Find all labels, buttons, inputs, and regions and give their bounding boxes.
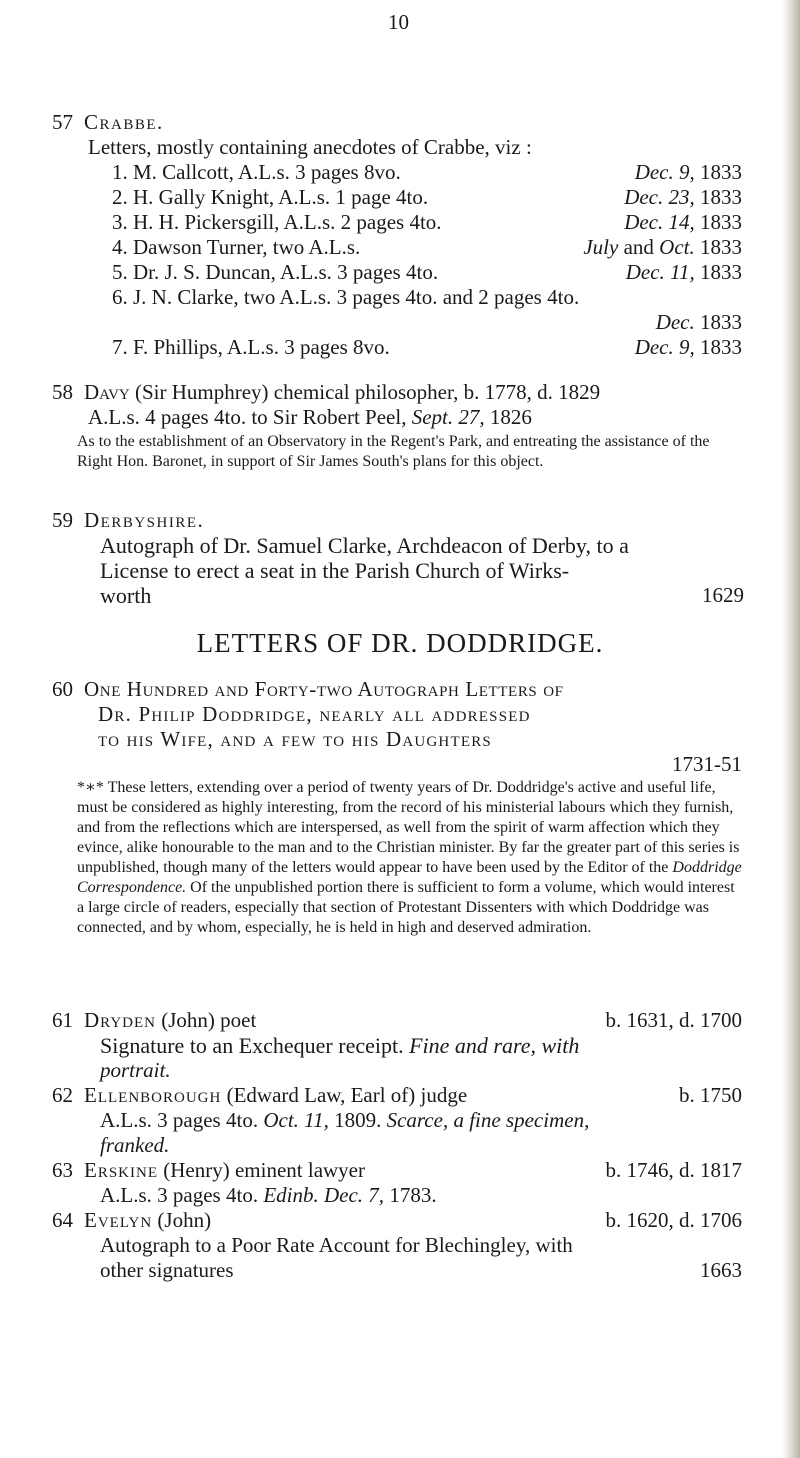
list-item: 7. F. Phillips, A.L.s. 3 pages 8vo.	[112, 335, 390, 359]
list-item: 3. H. H. Pickersgill, A.L.s. 2 pages 4to.	[112, 210, 442, 234]
lot-year: 1663	[700, 1258, 742, 1282]
lot-title-line: Erskine (Henry) eminent lawyer	[84, 1158, 365, 1182]
lot-number: 64	[52, 1208, 73, 1232]
lot-description: portrait.	[100, 1058, 171, 1082]
lot-description: Signature to an Exchequer receipt. Fine and rare, with	[100, 1033, 580, 1058]
lot-dates: b. 1631, d. 1700	[605, 1008, 742, 1032]
lot-description: A.L.s. 4 pages 4to. to Sir Robert Peel, Sept. 27, 1826	[88, 405, 532, 429]
list-item-date: Dec. 9, 1833	[634, 335, 742, 359]
lot-dates: b. 1620, d. 1706	[605, 1208, 742, 1232]
lot-description: Autograph of Dr. Samuel Clarke, Archdeacon of Derby, to a	[100, 533, 629, 558]
lot-description: other signatures	[100, 1258, 234, 1282]
list-item: 5. Dr. J. S. Duncan, A.L.s. 3 pages 4to.	[112, 260, 439, 284]
lot-description: A.L.s. 3 pages 4to. Edinb. Dec. 7, 1783.	[100, 1183, 437, 1207]
list-item-date: Dec. 23, 1833	[624, 185, 742, 209]
lot-heading: One Hundred and Forty-two Autograph Letters of	[84, 677, 564, 701]
list-item-date: July and Oct. 1833	[583, 235, 742, 259]
lot-heading-cont: to his Wife, and a few to his Daughters	[98, 727, 492, 751]
lot-number: 59	[52, 508, 73, 532]
lot-description: franked.	[100, 1133, 170, 1157]
lot-title-line: Ellenborough (Edward Law, Earl of) judge	[84, 1083, 468, 1107]
lot-number: 61	[52, 1008, 73, 1032]
list-item-date: Dec. 11, 1833	[625, 260, 742, 284]
lot-heading-cont: Dr. Philip Doddridge, nearly all addressed	[98, 702, 531, 726]
lot-heading: Derbyshire.	[84, 508, 205, 532]
lot-number: 58	[52, 380, 73, 404]
lot-year: 1731-51	[672, 752, 742, 776]
list-item-date: Dec. 14, 1833	[624, 210, 742, 234]
lot-dates: b. 1746, d. 1817	[605, 1158, 742, 1182]
lot-number: 62	[52, 1083, 73, 1107]
lot-note: *∗* These letters, extending over a period of twenty years of Dr. Doddridge's active and useful life, must be considered as highly interesting, from the record of his ministerial labours which they furnish, and from the reflections which are interspersed, as well from the spirit of warm affection which they evince, alike honourable to the man and to the Christian minister. By far the greater part of this series is unpublished, though many of the letters would appear to have been used by the Editor of the Doddridge Correspondence. Of the unpublished portion there is sufficient to form a volume, which would interest a large circle of readers, especially that section of Protestant Dissenters with which Doddridge was connected, and by whom, especially, he is held in high and deserved admiration.	[77, 779, 742, 936]
lot-title-line: Dryden (John) poet	[84, 1008, 257, 1032]
lot-dates: b. 1750	[679, 1083, 742, 1107]
page-number: 10	[388, 10, 409, 34]
lot-title-line: Evelyn (John)	[84, 1208, 212, 1232]
list-item-date: Dec. 9, 1833	[634, 160, 742, 184]
page-edge	[782, 0, 800, 1458]
lot-number: 60	[52, 677, 73, 701]
lot-description: Autograph to a Poor Rate Account for Blechingley, with	[100, 1233, 573, 1257]
note-mark: *∗*	[77, 779, 104, 796]
lot-intro: Letters, mostly containing anecdotes of Crabbe, viz :	[88, 135, 532, 159]
list-item: 6. J. N. Clarke, two A.L.s. 3 pages 4to. and 2 pages 4to.	[112, 285, 580, 309]
section-title: LETTERS OF DR. DODDRIDGE.	[196, 628, 604, 658]
list-item: 2. H. Gally Knight, A.L.s. 1 page 4to.	[112, 185, 429, 209]
lot-number: 63	[52, 1158, 73, 1182]
lot-year: 1629	[702, 583, 744, 607]
list-item: 4. Dawson Turner, two A.L.s.	[112, 235, 361, 259]
lot-description: worth	[100, 583, 152, 608]
lot-description: A.L.s. 3 pages 4to. Oct. 11, 1809. Scarce, a fine specimen,	[100, 1108, 590, 1132]
lot-title-line: Davy (Sir Humphrey) chemical philosopher, b. 1778, d. 1829	[84, 380, 601, 404]
lot-number: 57	[52, 110, 73, 134]
lot-description: License to erect a seat in the Parish Church of Wirks-	[100, 558, 570, 583]
lot-note: As to the establishment of an Observatory in the Regent's Park, and entreating the assistance of the Right Hon. Baronet, in support of Sir James South's plans for this object.	[77, 433, 710, 470]
list-item: 1. M. Callcott, A.L.s. 3 pages 8vo.	[112, 160, 401, 184]
list-item-date: Dec. 1833	[655, 310, 742, 334]
lot-heading: Crabbe.	[84, 110, 164, 134]
